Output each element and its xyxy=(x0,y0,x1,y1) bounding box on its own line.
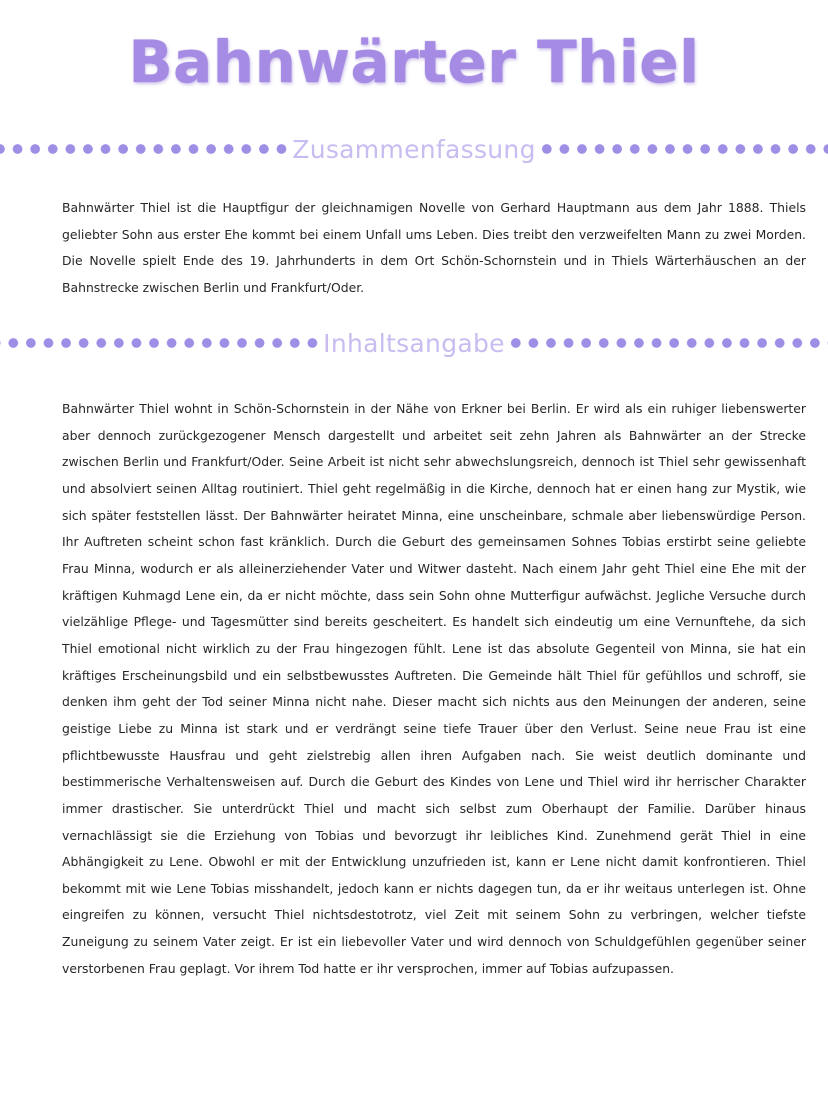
divider-dots-left xyxy=(0,143,290,155)
divider-dots-right xyxy=(507,337,828,349)
content-heading: Inhaltsangabe xyxy=(323,328,505,358)
summary-paragraph: Bahnwärter Thiel ist die Hauptfigur der gleichnamigen Novelle von Gerhard Hauptmann aus dem Jahr 1888. Thiels geliebter Sohn aus erster Ehe kommt bei einem Unfall ums Leben. Dies treibt den verzweifelten Mann zu zwei Morden. Die Novelle spielt Ende des 19. Jahrhunderts in dem Ort Schön-Schornstein und in Thiels Wärterhäuschen an der Bahnstrecke zwischen Berlin und Frankfurt/Oder. xyxy=(62,200,806,295)
divider-dots-right xyxy=(538,143,828,155)
page-title: Bahnwärter Thiel xyxy=(128,28,700,96)
content-divider xyxy=(0,328,828,358)
content-paragraph: Bahnwärter Thiel wohnt in Schön-Schornstein in der Nähe von Erkner bei Berlin. Er wird als ein ruhiger liebenswerter aber dennoch zurückgezogener Mensch dargestellt und arbeitet seit zehn Jahren als Bahnwärter an der Strecke zwischen Berlin und Frankfurt/Oder. Seine Arbeit ist nicht sehr abwechslungsreich, dennoch ist Thiel sehr gewissenhaft und absolviert seinen Alltag routiniert. Thiel geht regelmäßig in die Kirche, dennoch hat er einen hang zur Mystik, wie sich später feststellen lässt. Der Bahnwärter heiratet Minna, eine unscheinbare, schmale aber liebenswürdige Person. Ihr Auftreten scheint schon fast kränklich. Durch die Geburt des gemeinsamen Sohnes Tobias erstirbt seine geliebte Frau Minna, wodurch er als alleinerziehender Vater und Witwer dasteht. Nach einem Jahr geht Thiel eine Ehe mit der kräftigen Kuhmagd Lene ein, da er nicht möchte, dass sein Sohn ohne Mutterfigur aufwächst. Jegliche Versuche durch vielzählige Pflege- und Tagesmütter sind bereits gescheitert. Es handelt sich eindeutig um eine Vernunftehe, da sich Thiel emotional nicht wirklich zu der Frau hingezogen fühlt. Lene ist das absolute Gegenteil von Minna, sie hat ein kräftiges Erscheinungsbild und ein selbstbewusstes Auftreten. Die Gemeinde hält Thiel für gefühllos und schroff, sie denken ihm geht der Tod seiner Minna nicht nahe. Dieser macht sich nichts aus den Meinungen der anderen, seine geistige Liebe zu Minna ist stark und er verdrängt seine tiefe Trauer über den Verlust. Seine neue Frau ist eine pflichtbewusste Hausfrau und geht zielstrebig allen ihren Aufgaben nach. Sie weist deutlich dominante und bestimmerische Verhaltensweisen auf. Durch die Geburt des Kindes von Lene und Thiel wird ihr herrischer Charakter immer drastischer. Sie unterdrückt Thiel und macht sich selbst zum Oberhaupt der Familie. Darüber hinaus vernachlässigt sie die Erziehung von Tobias und bevorzugt ihr leibliches Kind. Zunehmend gerät Thiel in eine Abhängigkeit zu Lene. Obwohl er mit der Entwicklung unzufrieden ist, kann er Lene nicht damit konfrontieren. Thiel bekommt mit wie Lene Tobias misshandelt, jedoch kann er nichts dagegen tun, da er ihr weitaus unterlegen ist. Ohne eingreifen zu können, versucht Thiel nichtsdestotrotz, viel Zeit mit seinem Sohn zu verbringen, welcher tiefste Zuneigung zu seinem Vater zeigt. Er ist ein liebevoller Vater und wird dennoch von Schuldgefühlen gegenüber seiner verstorbenen Frau geplagt. Vor ihrem Tod hatte er ihr versprochen, immer auf Tobias aufzupassen. xyxy=(62,401,806,976)
summary-heading: Zusammenfassung xyxy=(292,134,536,164)
summary-divider xyxy=(0,134,828,164)
divider-dots-left xyxy=(0,337,321,349)
